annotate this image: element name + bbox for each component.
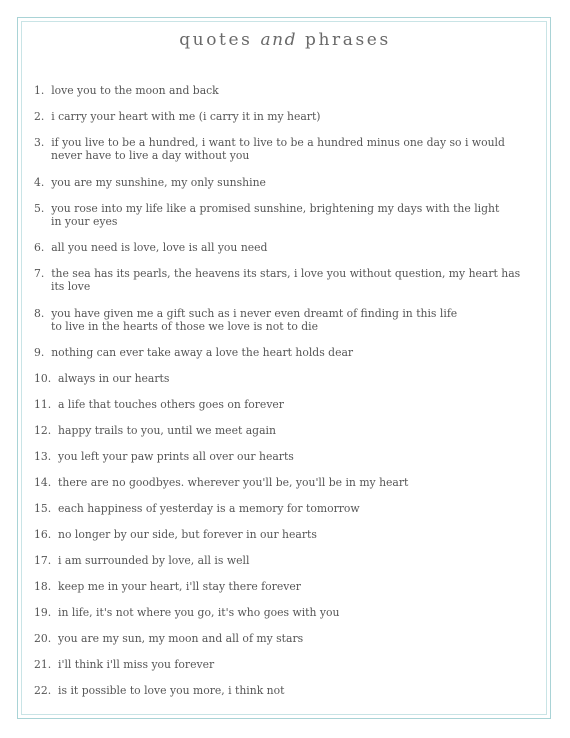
list-item (34, 450, 534, 476)
item-text: i am surrounded by love, all is well (58, 554, 250, 567)
list-item (34, 372, 534, 398)
item-number: 19. (34, 606, 52, 619)
item-number: 6. (34, 241, 45, 254)
list-item (34, 346, 534, 372)
item-text: nothing can ever take away a love the heart holds dear (51, 346, 354, 359)
item-text: each happiness of yesterday is a memory for tomorrow (58, 502, 360, 515)
list-item (34, 398, 534, 424)
item-text: i'll think i'll miss you forever (58, 658, 215, 671)
list-item (34, 528, 534, 554)
item-text: happy trails to you, until we meet again (58, 424, 276, 437)
item-text: there are no goodbyes. wherever you'll be, you'll be in my heart (58, 476, 409, 489)
item-number: 7. (34, 267, 45, 280)
item-text: you have given me a gift such as i never even dreamt of finding in this life (51, 306, 458, 320)
list-item (34, 632, 534, 658)
item-number: 9. (34, 346, 45, 359)
title-word-and: and (260, 30, 297, 50)
list-item (34, 684, 534, 710)
item-number: 3. (34, 136, 45, 149)
item-number: 8. (34, 306, 45, 320)
item-number: 13. (34, 450, 52, 463)
list-item (34, 476, 534, 502)
list-item (34, 424, 534, 450)
item-number: 12. (34, 424, 52, 437)
item-number: 10. (34, 372, 52, 385)
list-item (34, 267, 534, 307)
item-number: 2. (34, 110, 45, 123)
item-number: 1. (34, 84, 45, 97)
item-number: 15. (34, 502, 52, 515)
list-item (34, 658, 534, 684)
item-text: is it possible to love you more, i think not (58, 684, 285, 697)
item-number: 18. (34, 580, 52, 593)
list-item (34, 136, 534, 176)
item-text: you rose into my life like a promised sunshine, brightening my days with the light (51, 201, 500, 215)
item-number: 5. (34, 201, 45, 215)
item-text: if you live to be a hundred, i want to live to be a hundred minus one day so i would (51, 136, 505, 149)
item-text: you are my sunshine, my only sunshine (51, 175, 266, 189)
item-number: 21. (34, 658, 52, 671)
item-number: 16. (34, 528, 52, 541)
item-number: 22. (34, 684, 52, 697)
item-text-continued: in your eyes (51, 214, 118, 228)
item-text-continued: its love (51, 280, 91, 294)
title-word-quotes: quotes (179, 30, 253, 50)
quotes-list (34, 84, 534, 710)
list-item (34, 110, 534, 136)
item-number: 17. (34, 554, 52, 567)
list-item (34, 241, 534, 267)
list-item (34, 84, 534, 110)
item-text: you left your paw prints all over our hearts (58, 450, 294, 463)
item-text: always in our hearts (58, 372, 170, 385)
item-text: all you need is love, love is all you need (51, 241, 268, 254)
item-text: the sea has its pearls, the heavens its stars, i love you without question, my heart has (51, 267, 521, 280)
item-number: 20. (34, 632, 52, 645)
list-item (34, 176, 534, 202)
list-item (34, 554, 534, 580)
list-item (34, 580, 534, 606)
title-word-phrases: phrases (304, 30, 391, 50)
item-number: 4. (34, 175, 45, 189)
item-text: a life that touches others goes on forever (58, 398, 284, 411)
item-text: keep me in your heart, i'll stay there forever (58, 580, 301, 593)
list-item (34, 606, 534, 632)
list-item (34, 502, 534, 528)
item-text: i carry your heart with me (i carry it in my heart) (51, 110, 321, 123)
list-item (34, 202, 534, 242)
item-text-continued: to live in the hearts of those we love is not to die (51, 319, 319, 333)
item-text-continued: never have to live a day without you (51, 149, 250, 163)
item-text: no longer by our side, but forever in our hearts (58, 528, 317, 541)
page-title (0, 30, 570, 50)
item-number: 14. (34, 476, 52, 489)
list-item (34, 307, 534, 347)
item-text: in life, it's not where you go, it's who goes with you (58, 606, 340, 619)
item-text: love you to the moon and back (51, 84, 219, 97)
item-text: you are my sun, my moon and all of my stars (58, 632, 304, 645)
item-number: 11. (34, 398, 52, 411)
